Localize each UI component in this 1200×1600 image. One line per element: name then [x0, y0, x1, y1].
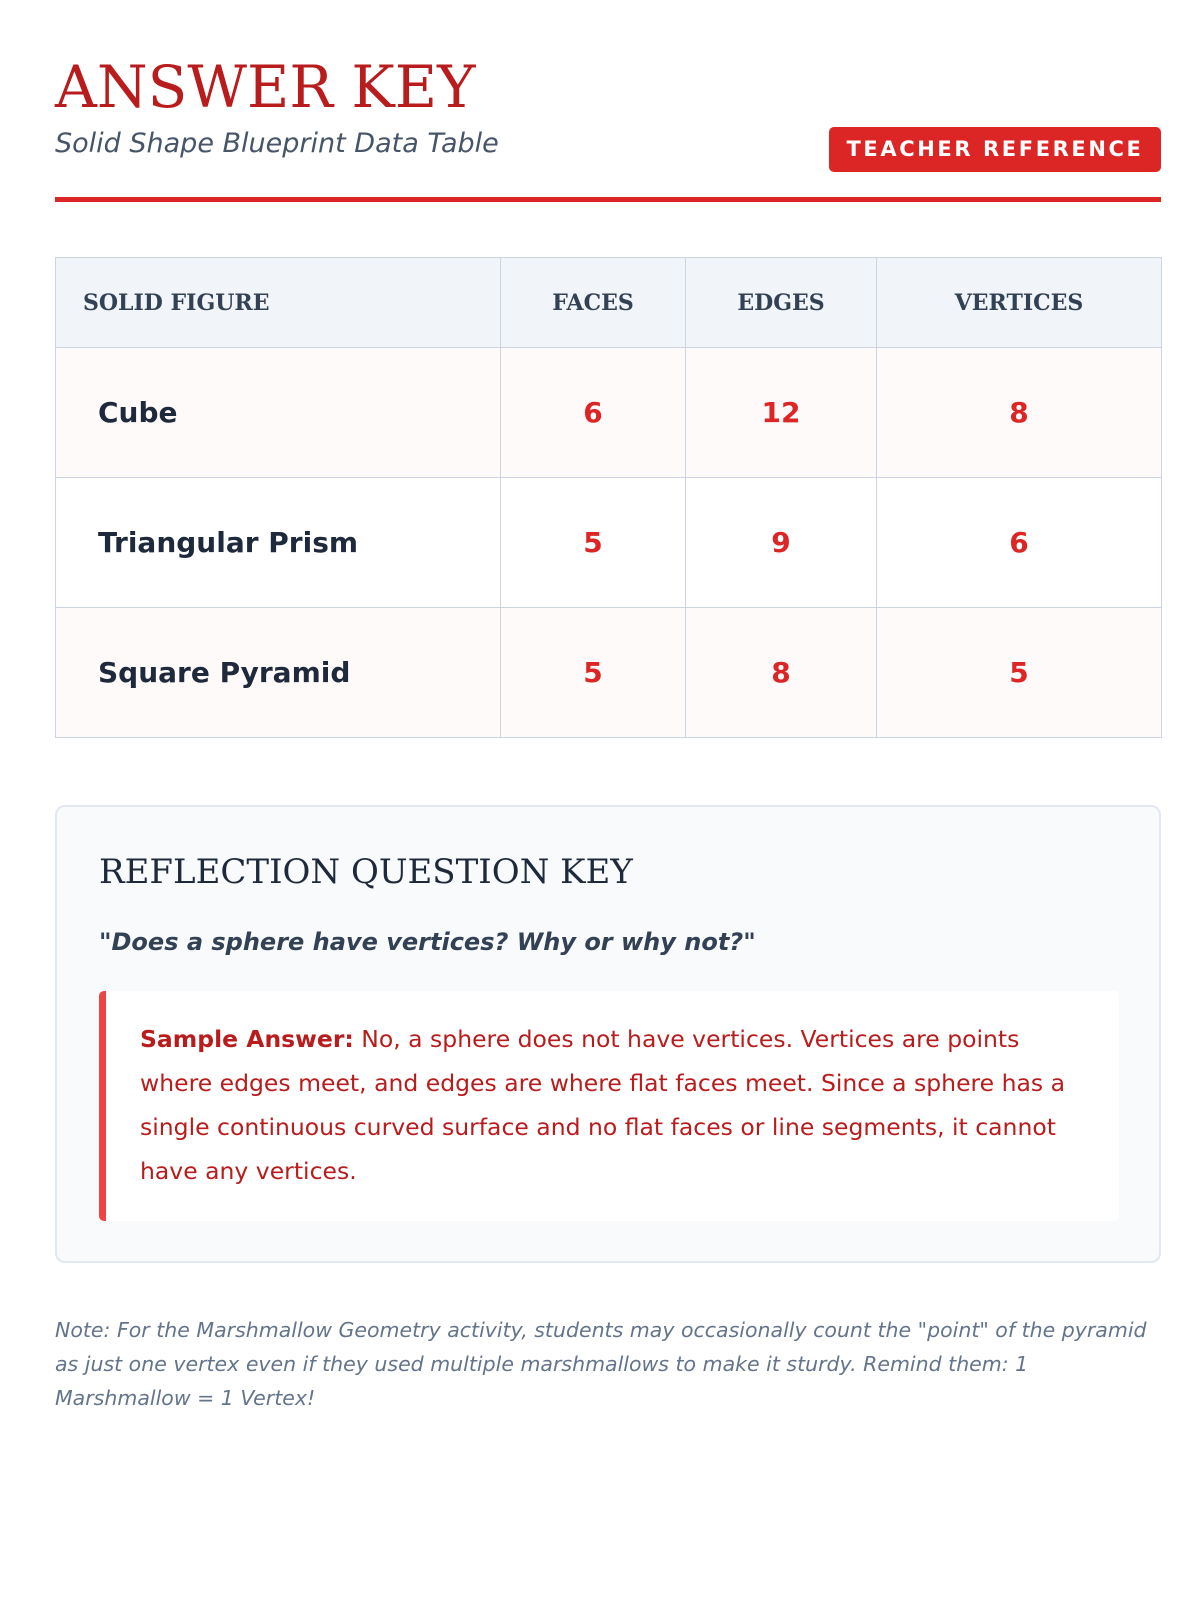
edges-value: 9 [686, 478, 877, 608]
teacher-note: Note: For the Marshmallow Geometry activity, students may occasionally count the "point" of the pyramid as just one vertex even if they used multiple marshmallows to make it sturdy. Remind them: 1 Marshmallow = 1 Vertex! [55, 1318, 1147, 1410]
reflection-question: "Does a sphere have vertices? Why or why not?" [99, 928, 756, 956]
answer-key-page [55, 0, 1161, 1410]
sample-answer-box [99, 991, 1119, 1221]
table-row [56, 348, 1162, 478]
page-subtitle: Solid Shape Blueprint Data Table [55, 128, 499, 159]
vertices-value: 6 [877, 478, 1162, 608]
faces-value: 6 [501, 348, 686, 478]
header-faces: FACES [501, 258, 686, 348]
header-solid-figure: SOLID FIGURE [56, 258, 501, 348]
reflection-question-card [55, 805, 1161, 1263]
table-header-row [56, 258, 1162, 348]
sample-answer [140, 1017, 1079, 1193]
reflection-title: REFLECTION QUESTION KEY [99, 852, 633, 892]
edges-value: 12 [686, 348, 877, 478]
vertices-value: 5 [877, 608, 1162, 738]
table-row [56, 478, 1162, 608]
teacher-reference-badge: TEACHER REFERENCE [829, 127, 1161, 172]
edges-value: 8 [686, 608, 877, 738]
figure-name: Cube [56, 348, 501, 478]
faces-value: 5 [501, 478, 686, 608]
figure-name: Triangular Prism [56, 478, 501, 608]
sample-answer-text: No, a sphere does not have vertices. Vertices are points where edges meet, and edges are where flat faces meet. Since a sphere has a single continuous curved surface and no flat faces or line segments, it cannot have any vertices. [140, 1025, 1066, 1185]
vertices-value: 8 [877, 348, 1162, 478]
header-vertices: VERTICES [877, 258, 1162, 348]
header-edges: EDGES [686, 258, 877, 348]
table-row [56, 608, 1162, 738]
faces-value: 5 [501, 608, 686, 738]
figure-name: Square Pyramid [56, 608, 501, 738]
page-header [55, 0, 1161, 202]
page-title: ANSWER KEY [55, 53, 476, 121]
solid-shape-data-table [55, 257, 1162, 738]
sample-answer-label: Sample Answer: [140, 1025, 354, 1053]
